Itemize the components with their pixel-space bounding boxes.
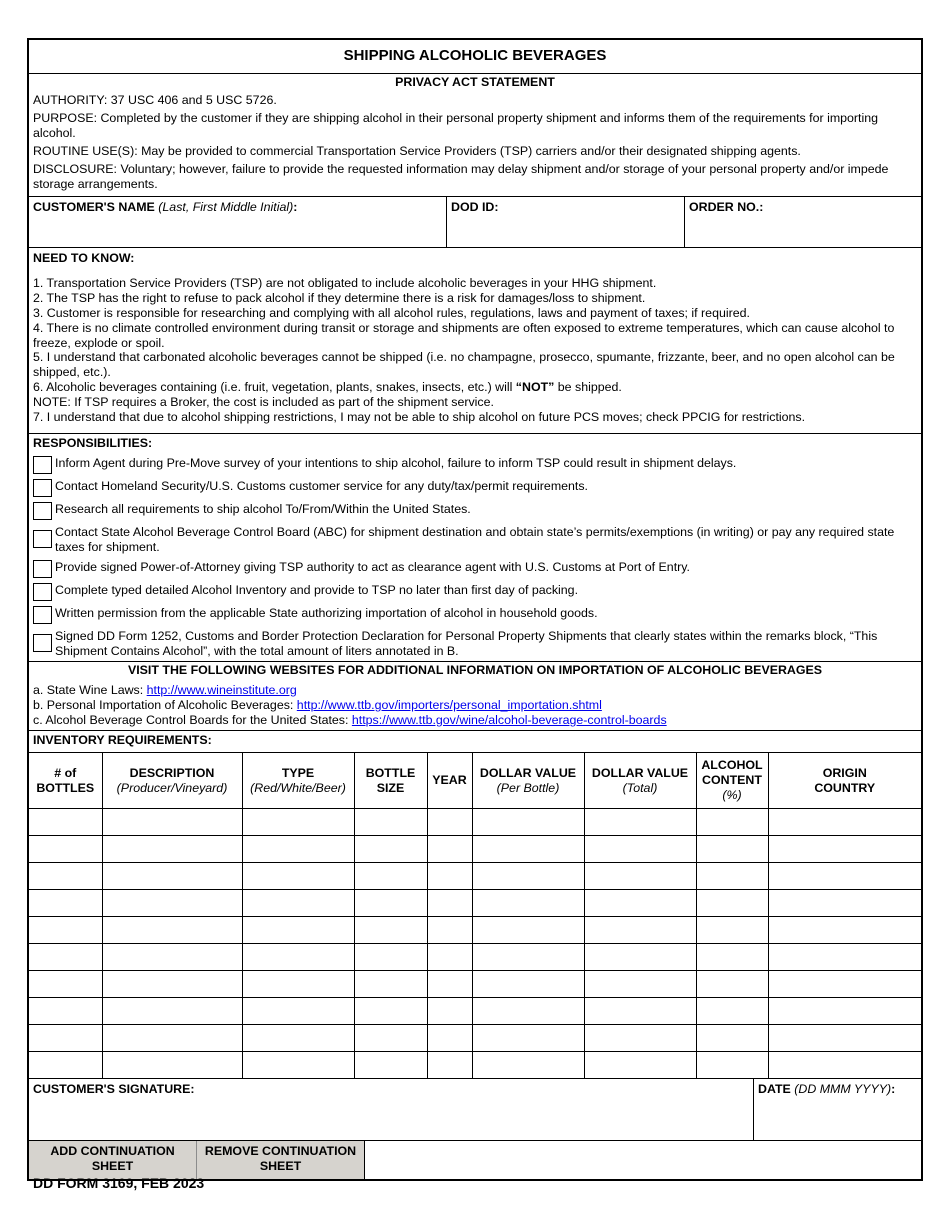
- customer-name-colon: :: [293, 200, 298, 214]
- need-to-know-item-6: [33, 380, 917, 395]
- need-to-know-heading: NEED TO KNOW:: [33, 251, 135, 265]
- inventory-column-header: [242, 753, 354, 809]
- inventory-cell[interactable]: [472, 836, 584, 863]
- date-hint: (DD MMM YYYY): [794, 1082, 892, 1097]
- responsibility-item: [33, 582, 917, 601]
- button-label: ADD CONTINUATION: [50, 1144, 175, 1159]
- inventory-cell[interactable]: [354, 1052, 427, 1079]
- inventory-cell[interactable]: [427, 944, 472, 971]
- column-header-line: DOLLAR VALUE: [479, 765, 577, 780]
- responsibility-text: Contact Homeland Security/U.S. Customs customer service for any duty/tax/permit requirements.: [55, 478, 588, 493]
- item6-text: 6. Alcoholic beverages containing (i.e. fruit, vegetation, plants, snakes, insects, etc.) will: [33, 380, 516, 395]
- inventory-cell[interactable]: [29, 1052, 102, 1079]
- responsibility-item: [33, 455, 917, 474]
- inventory-cell[interactable]: [354, 1025, 427, 1052]
- inventory-cell[interactable]: [354, 971, 427, 998]
- column-header-hint: (Producer/Vineyard): [116, 780, 228, 795]
- inventory-cell[interactable]: [472, 1025, 584, 1052]
- inventory-cell[interactable]: [242, 917, 354, 944]
- table-row: [29, 1052, 921, 1079]
- inventory-cell[interactable]: [696, 944, 768, 971]
- inventory-cell[interactable]: [427, 863, 472, 890]
- inventory-cell[interactable]: [584, 917, 696, 944]
- date-colon: :: [891, 1082, 896, 1097]
- column-header-line: TYPE: [281, 765, 315, 780]
- inventory-cell[interactable]: [427, 998, 472, 1025]
- column-header-line: BOTTLE: [365, 765, 416, 780]
- responsibilities-section: [29, 434, 921, 662]
- inventory-cell[interactable]: [768, 890, 921, 917]
- responsibility-checkbox[interactable]: [33, 560, 52, 578]
- inventory-column-header: [29, 753, 102, 809]
- responsibility-item: [33, 559, 917, 578]
- responsibility-text: Provide signed Power-of-Attorney giving TSP authority to act as clearance agent with U.S. Customs at Port of Entry.: [55, 559, 690, 574]
- form-container: [27, 38, 923, 1181]
- inventory-cell[interactable]: [242, 998, 354, 1025]
- websites-heading: VISIT THE FOLLOWING WEBSITES FOR ADDITIONAL INFORMATION ON IMPORTATION OF ALCOHOLIC BEVERAGES: [127, 662, 823, 677]
- column-header-hint: (%): [722, 788, 742, 803]
- inventory-cell[interactable]: [427, 1025, 472, 1052]
- table-row: [29, 809, 921, 836]
- responsibility-checkbox[interactable]: [33, 456, 52, 474]
- websites-section: [29, 662, 921, 731]
- column-header-line: DOLLAR VALUE: [591, 765, 689, 780]
- item6-emphasis: “NOT”: [515, 380, 555, 395]
- inventory-cell[interactable]: [242, 971, 354, 998]
- column-header-hint: (Red/White/Beer): [250, 780, 346, 795]
- inventory-cell[interactable]: [102, 809, 242, 836]
- inventory-cell[interactable]: [584, 863, 696, 890]
- inventory-table: [29, 753, 921, 1080]
- table-row: [29, 890, 921, 917]
- column-header-line: COUNTRY: [814, 780, 876, 795]
- column-header-line: CONTENT: [702, 773, 762, 788]
- inventory-cell[interactable]: [696, 836, 768, 863]
- inventory-cell[interactable]: [102, 1025, 242, 1052]
- inventory-column-header: [102, 753, 242, 809]
- button-label: REMOVE CONTINUATION: [204, 1144, 357, 1159]
- inventory-cell[interactable]: [696, 809, 768, 836]
- inventory-cell[interactable]: [354, 809, 427, 836]
- column-header-line: # of: [54, 765, 77, 780]
- inventory-cell[interactable]: [29, 836, 102, 863]
- date-label: DATE: [758, 1082, 791, 1097]
- inventory-cell[interactable]: [472, 809, 584, 836]
- column-header-line: ORIGIN: [822, 765, 867, 780]
- inventory-cell[interactable]: [102, 917, 242, 944]
- responsibility-text: Research all requirements to ship alcohol To/From/Within the United States.: [55, 501, 471, 516]
- inventory-cell[interactable]: [242, 890, 354, 917]
- inventory-cell[interactable]: [427, 917, 472, 944]
- inventory-cell[interactable]: [584, 836, 696, 863]
- inventory-cell[interactable]: [102, 1052, 242, 1079]
- privacy-act-statement: [29, 74, 921, 197]
- table-row: [29, 971, 921, 998]
- responsibility-checkbox[interactable]: [33, 530, 52, 548]
- responsibility-item: [33, 628, 917, 659]
- responsibility-item: [33, 605, 917, 624]
- inventory-cell[interactable]: [102, 971, 242, 998]
- inventory-cell[interactable]: [29, 917, 102, 944]
- inventory-cell[interactable]: [696, 890, 768, 917]
- inventory-cell[interactable]: [354, 917, 427, 944]
- column-header-line: BOTTLES: [36, 780, 95, 795]
- inventory-column-header: [427, 753, 472, 809]
- inventory-cell[interactable]: [29, 944, 102, 971]
- website-item-b: [33, 698, 917, 713]
- form-title: SHIPPING ALCOHOLIC BEVERAGES: [29, 40, 921, 74]
- inventory-cell[interactable]: [472, 863, 584, 890]
- inventory-column-header: [696, 753, 768, 809]
- inventory-cell[interactable]: [584, 890, 696, 917]
- responsibility-item: [33, 478, 917, 497]
- need-to-know-item-7: 7. I understand that due to alcohol shipping restrictions, I may not be able to ship alcohol on future PCS moves; check PPCIG for restrictions.: [33, 410, 806, 425]
- table-row: [29, 998, 921, 1025]
- inventory-cell[interactable]: [768, 809, 921, 836]
- inventory-cell[interactable]: [102, 944, 242, 971]
- inventory-column-header: [354, 753, 427, 809]
- inventory-cell[interactable]: [472, 971, 584, 998]
- responsibility-checkbox[interactable]: [33, 479, 52, 497]
- inventory-cell[interactable]: [102, 998, 242, 1025]
- inventory-cell[interactable]: [472, 944, 584, 971]
- inventory-cell[interactable]: [29, 863, 102, 890]
- customer-name-field[interactable]: [29, 197, 447, 247]
- inventory-column-header: [472, 753, 584, 809]
- inventory-cell[interactable]: [696, 863, 768, 890]
- inventory-cell[interactable]: [768, 863, 921, 890]
- inventory-cell[interactable]: [768, 917, 921, 944]
- inventory-cell[interactable]: [696, 971, 768, 998]
- inventory-cell[interactable]: [29, 998, 102, 1025]
- need-to-know-item: 2. The TSP has the right to refuse to pack alcohol if they determine there is a risk for damages/loss to shipment.: [33, 290, 646, 305]
- date-field[interactable]: [754, 1079, 921, 1140]
- responsibility-item: [33, 501, 917, 520]
- inventory-cell[interactable]: [768, 944, 921, 971]
- inventory-cell[interactable]: [768, 1025, 921, 1052]
- responsibility-text: Contact State Alcohol Beverage Control Board (ABC) for shipment destination and obtain state’s permits/exemptions (in writing) or pay any required state taxes for shipment.: [55, 524, 895, 554]
- website-label: a. State Wine Laws:: [33, 682, 147, 697]
- inventory-cell[interactable]: [102, 890, 242, 917]
- customer-id-row: [29, 197, 921, 248]
- inventory-cell[interactable]: [427, 890, 472, 917]
- inventory-cell[interactable]: [696, 998, 768, 1025]
- inventory-cell[interactable]: [768, 998, 921, 1025]
- button-label: SHEET: [91, 1159, 134, 1174]
- inventory-cell[interactable]: [427, 1052, 472, 1079]
- website-item-c: [33, 713, 917, 728]
- need-to-know-item: 3. Customer is responsible for researching and complying with all alcohol rules, regulations, laws and payment of taxes; if required.: [33, 305, 750, 320]
- dod-id-label: DOD ID:: [451, 200, 499, 214]
- button-label: SHEET: [259, 1159, 302, 1174]
- responsibility-text: Inform Agent during Pre-Move survey of your intentions to ship alcohol, failure to inform TSP could result in shipment delays.: [55, 455, 737, 470]
- form-number: DD FORM 3169, FEB 2023: [33, 1175, 205, 1191]
- column-header-line: ALCOHOL: [701, 758, 763, 773]
- table-row: [29, 863, 921, 890]
- need-to-know-section: [29, 248, 921, 434]
- inventory-cell[interactable]: [696, 1025, 768, 1052]
- customer-name-hint: (Last, First Middle Initial): [158, 200, 294, 214]
- inventory-cell[interactable]: [584, 971, 696, 998]
- responsibility-text: Complete typed detailed Alcohol Inventory and provide to TSP no later than first day of packing.: [55, 582, 579, 597]
- need-to-know-item: 1. Transportation Service Providers (TSP) are not obligated to include alcoholic beverages in your HHG shipment.: [33, 275, 657, 290]
- inventory-column-header: [768, 753, 921, 809]
- item6-text-end: be shipped.: [554, 380, 622, 395]
- inventory-cell[interactable]: [102, 836, 242, 863]
- website-label: c. Alcohol Beverage Control Boards for the United States:: [33, 712, 352, 727]
- inventory-cell[interactable]: [242, 809, 354, 836]
- order-number-field[interactable]: [685, 197, 921, 247]
- inventory-cell[interactable]: [102, 863, 242, 890]
- inventory-cell[interactable]: [427, 809, 472, 836]
- column-header-line: YEAR: [432, 773, 467, 788]
- inventory-cell[interactable]: [696, 917, 768, 944]
- responsibility-checkbox[interactable]: [33, 583, 52, 601]
- inventory-cell[interactable]: [768, 1052, 921, 1079]
- customer-signature-field[interactable]: [29, 1079, 754, 1140]
- need-to-know-item: 4. There is no climate controlled environment during transit or storage and shipments are often exposed to extreme temperatures, which can cause alcohol to freeze, explode or spoil.: [33, 320, 895, 350]
- inventory-cell[interactable]: [427, 836, 472, 863]
- need-to-know-item: 5. I understand that carbonated alcoholic beverages cannot be shipped (i.e. no champagne, prosecco, spumante, frizzante, beer, and no open alcohol can be shipped, etc.).: [33, 350, 895, 380]
- column-header-line: DESCRIPTION: [129, 765, 215, 780]
- inventory-cell[interactable]: [472, 890, 584, 917]
- responsibilities-heading: RESPONSIBILITIES:: [33, 435, 153, 450]
- inventory-cell[interactable]: [354, 890, 427, 917]
- privacy-disclosure: DISCLOSURE: Voluntary; however, failure to provide the requested information may delay shipment and/or storage of your personal property and/or impede storage arrangements.: [33, 162, 889, 191]
- inventory-cell[interactable]: [242, 836, 354, 863]
- inventory-cell[interactable]: [354, 998, 427, 1025]
- responsibility-checkbox[interactable]: [33, 634, 52, 652]
- website-label: b. Personal Importation of Alcoholic Beverages:: [33, 697, 297, 712]
- inventory-cell[interactable]: [768, 971, 921, 998]
- privacy-routine-uses: ROUTINE USE(S): May be provided to commercial Transportation Service Providers (TSP) carriers and/or their designated shipping agents.: [33, 144, 801, 158]
- responsibility-text: Signed DD Form 1252, Customs and Border Protection Declaration for Personal Property Shipments that clearly states within the remarks block, “This Shipment Contains Alcohol”, with the total amount of liters annotated in B.: [55, 628, 878, 658]
- column-header-hint: (Per Bottle): [496, 780, 560, 795]
- inventory-cell[interactable]: [29, 890, 102, 917]
- order-number-label: ORDER NO.:: [689, 200, 764, 214]
- inventory-cell[interactable]: [472, 917, 584, 944]
- privacy-purpose: PURPOSE: Completed by the customer if they are shipping alcohol in their personal property shipment and informs them of the requirements for importing alcohol.: [33, 111, 879, 140]
- inventory-column-header: [584, 753, 696, 809]
- table-row: [29, 917, 921, 944]
- add-continuation-sheet-button[interactable]: [29, 1141, 197, 1179]
- privacy-authority: AUTHORITY: 37 USC 406 and 5 USC 5726.: [33, 93, 277, 107]
- responsibility-checkbox[interactable]: [33, 502, 52, 520]
- personal-importation-link[interactable]: http://www.ttb.gov/importers/personal_importation.shtml: [296, 697, 602, 712]
- column-header-line: SIZE: [376, 780, 405, 795]
- customer-name-label: CUSTOMER'S NAME: [33, 200, 155, 214]
- inventory-cell[interactable]: [242, 1025, 354, 1052]
- signature-row: [29, 1079, 921, 1141]
- inventory-cell[interactable]: [242, 1052, 354, 1079]
- abc-boards-link[interactable]: https://www.ttb.gov/wine/alcohol-beverage-control-boards: [351, 712, 667, 727]
- signature-label: CUSTOMER'S SIGNATURE:: [33, 1082, 195, 1097]
- table-row: [29, 836, 921, 863]
- inventory-cell[interactable]: [584, 809, 696, 836]
- dod-id-field[interactable]: [447, 197, 685, 247]
- inventory-cell[interactable]: [242, 863, 354, 890]
- inventory-cell[interactable]: [584, 1025, 696, 1052]
- inventory-cell[interactable]: [242, 944, 354, 971]
- remove-continuation-sheet-button[interactable]: [197, 1141, 365, 1179]
- inventory-cell[interactable]: [354, 863, 427, 890]
- table-row: [29, 1025, 921, 1052]
- table-row: [29, 944, 921, 971]
- privacy-heading: PRIVACY ACT STATEMENT: [395, 75, 555, 89]
- responsibility-checkbox[interactable]: [33, 606, 52, 624]
- state-wine-laws-link[interactable]: http://www.wineinstitute.org: [146, 682, 297, 697]
- inventory-cell[interactable]: [427, 971, 472, 998]
- inventory-cell[interactable]: [584, 1052, 696, 1079]
- inventory-cell[interactable]: [696, 1052, 768, 1079]
- inventory-cell[interactable]: [354, 836, 427, 863]
- responsibility-item: [33, 524, 917, 555]
- responsibility-text: Written permission from the applicable State authorizing importation of alcohol in household goods.: [55, 605, 598, 620]
- column-header-hint: (Total): [622, 780, 658, 795]
- need-to-know-note: NOTE: If TSP requires a Broker, the cost is included as part of the shipment service.: [33, 395, 494, 410]
- inventory-heading: INVENTORY REQUIREMENTS:: [29, 731, 921, 753]
- button-row: [29, 1141, 921, 1179]
- inventory-cell[interactable]: [354, 944, 427, 971]
- inventory-cell[interactable]: [584, 998, 696, 1025]
- inventory-cell[interactable]: [29, 971, 102, 998]
- website-item-a: [33, 683, 917, 698]
- inventory-cell[interactable]: [584, 944, 696, 971]
- inventory-cell[interactable]: [768, 836, 921, 863]
- inventory-cell[interactable]: [472, 1052, 584, 1079]
- inventory-cell[interactable]: [29, 809, 102, 836]
- inventory-cell[interactable]: [29, 1025, 102, 1052]
- inventory-cell[interactable]: [472, 998, 584, 1025]
